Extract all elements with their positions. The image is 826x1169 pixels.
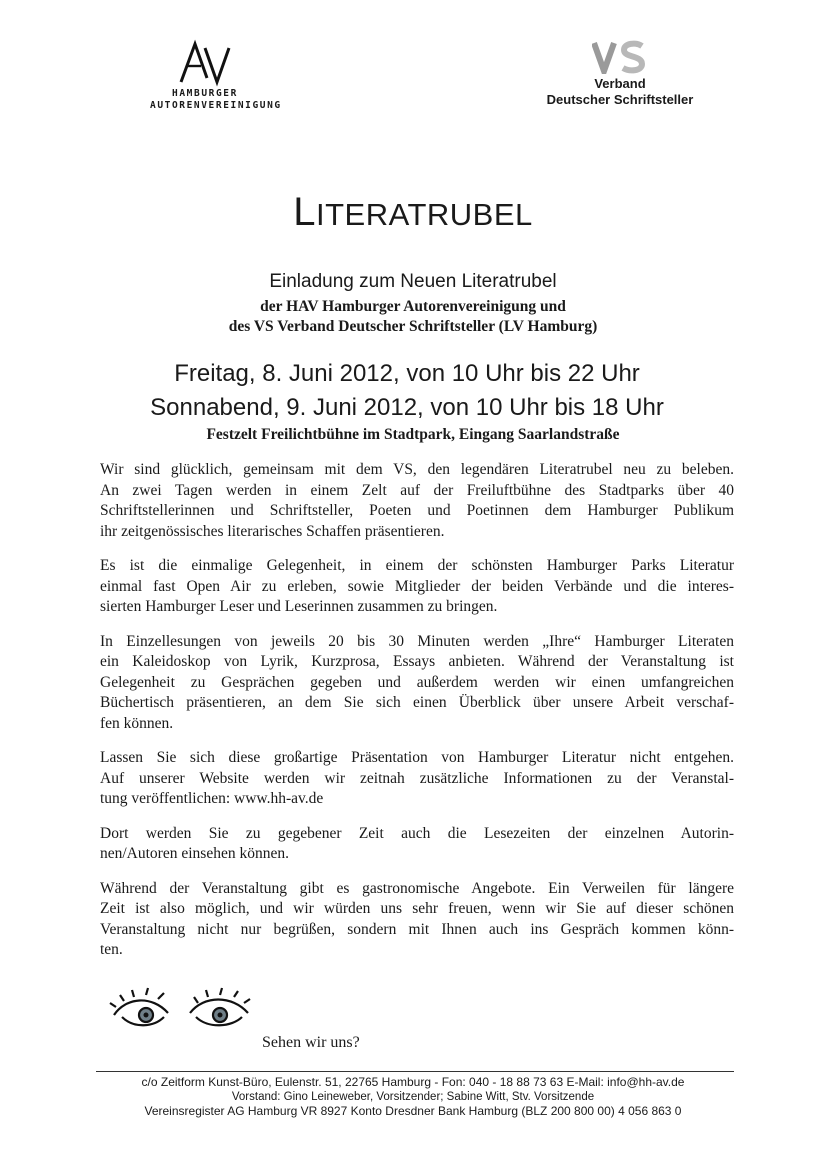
organizer-line-2: des VS Verband Deutscher Schriftsteller (LV Hamburg) — [228, 318, 598, 335]
venue-line: Festzelt Freilichtbühne im Stadtpark, Eingang Saarlandstraße — [206, 426, 620, 443]
text-line: ten. — [100, 941, 123, 958]
hav-av-mark — [175, 38, 235, 88]
vs-logo-line-1: Verband — [594, 76, 646, 91]
text-line: einmal fast Open Air zu erleben, sowie Mitglieder der beiden Verbände und die interes- — [100, 577, 734, 595]
footer-divider — [96, 1071, 734, 1072]
text-line: tung veröffentlichen: www.hh-av.de — [100, 790, 324, 807]
paragraph-reading-times — [100, 824, 734, 865]
vs-logo-line-2: Deutscher Schriftsteller — [546, 92, 694, 107]
footer-address: c/o Zeitform Kunst-Büro, Eulenstr. 51, 22765 Hamburg - Fon: 040 - 18 88 73 63 E-Mail: info@hh-av.de — [141, 1075, 685, 1089]
text-line: An zwei Tagen werden in einem Zelt auf der Freiluftbühne des Stadtparks über 40 — [100, 481, 734, 499]
text-line: fen können. — [100, 714, 174, 732]
text-line: Auf unserer Website werden wir zeitnah zusätzliche Informationen zu der Veranstal- — [100, 769, 734, 787]
text-line: Veranstaltung nicht nur begrüßen, sondern mit Ihnen auch ins Gespräch kommen könn- — [100, 920, 734, 938]
date-line-saturday: Sonnabend, 9. Juni 2012, von 10 Uhr bis 18 Uhr — [150, 394, 664, 421]
eyes-illustration-icon — [108, 983, 258, 1031]
page-title-initial: L — [293, 190, 316, 234]
text-line: Es ist die einmalige Gelegenheit, in einem der schönsten Hamburger Parks Literatur — [100, 557, 734, 574]
invitation-body — [100, 460, 734, 975]
text-line: Dort werden Sie zu gegebener Zeit auch die Lesezeiten der einzelnen Autorin- — [100, 824, 734, 842]
text-line: In Einzellesungen von jeweils 20 bis 30 Minuten werden „Ihre“ Hamburger Literaten — [100, 632, 734, 650]
hav-logo-line-2: AUTORENVEREINIGUNG — [150, 100, 282, 111]
text-line: ein Kaleidoskop von Lyrik, Kurzprosa, Essays anbieten. Während der Veranstaltung ist — [100, 653, 734, 670]
closing-question: Sehen wir uns? — [262, 1034, 360, 1051]
vs-logo — [520, 40, 720, 108]
footer-board: Vorstand: Gino Leineweber, Vorsitzender; Sabine Witt, Stv. Vorsitzende — [231, 1091, 595, 1103]
paragraph-intro — [100, 460, 734, 542]
text-line: Wir sind glücklich, gemeinsam mit dem VS, den legendären Literatrubel neu zu beleben. — [100, 461, 734, 478]
paragraph-opportunity — [100, 556, 734, 618]
right-eye-icon — [190, 988, 250, 1025]
vs-mark — [592, 40, 648, 74]
page-title — [0, 190, 826, 235]
hav-logo — [150, 38, 282, 112]
organizer-line-1: der HAV Hamburger Autorenvereinigung und — [260, 298, 566, 315]
text-line: Während der Veranstaltung gibt es gastronomische Angebote. Ein Verweilen für längere — [100, 879, 734, 897]
paragraph-gastronomy — [100, 879, 734, 961]
paragraph-readings — [100, 632, 734, 735]
footer-registry: Vereinsregister AG Hamburg VR 8927 Konto Dresdner Bank Hamburg (BLZ 200 800 00) 4 056 863 0 — [144, 1104, 682, 1118]
left-eye-icon — [110, 988, 168, 1025]
date-line-friday: Freitag, 8. Juni 2012, von 10 Uhr bis 22 Uhr — [174, 360, 640, 387]
hav-logo-line-1: HAMBURGER — [172, 88, 238, 99]
page-title-rest: ITERATRUBEL — [315, 197, 533, 232]
text-line: Schriftstellerinnen und Schriftsteller, Poeten und Poetinnen dem Hamburger Publikum — [100, 502, 734, 519]
paragraph-website — [100, 748, 734, 810]
subtitle: Einladung zum Neuen Literatrubel — [269, 271, 557, 292]
text-line: Lassen Sie sich diese großartige Präsentation von Hamburger Literatur nicht entgehen. — [100, 749, 734, 766]
text-line: Zeit ist also möglich, und wir würden uns sehr freuen, wenn wir Sie auf dieser schönen — [100, 900, 734, 917]
text-line: Büchertisch präsentieren, an dem Sie sich einen Überblick über unsere Arbeit verschaf- — [100, 694, 734, 711]
text-line: ihr zeitgenössisches literarisches Schaffen präsentieren. — [100, 522, 445, 540]
text-line: sierten Hamburger Leser und Leserinnen zusammen zu bringen. — [100, 598, 498, 615]
text-line: nen/Autoren einsehen können. — [100, 845, 289, 862]
text-line: Gelegenheit zu Gesprächen gegeben und außerdem werden wir einen umfangreichen — [100, 673, 734, 691]
